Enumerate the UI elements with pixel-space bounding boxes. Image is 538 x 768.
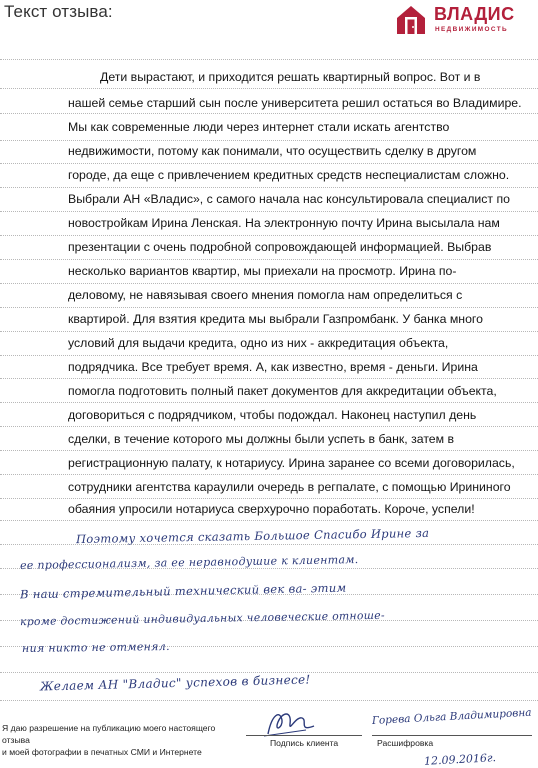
ruled-line: [0, 426, 538, 427]
typed-line: Дети вырастают, и приходится решать квартирный вопрос. Вот и в: [100, 70, 481, 84]
typed-line: сотрудники агентства караулили очередь в регпалате, с помощью Ирининого: [68, 480, 511, 494]
ruled-line: [0, 211, 538, 212]
ruled-line: [0, 498, 538, 499]
typed-line: городе, да еще с привлечением кредитных средств неспециалистам сложно.: [68, 168, 510, 182]
consent-line-1: Я даю разрешение на публикацию моего настоящего отзыва: [2, 723, 216, 745]
decoding-line: [372, 735, 532, 736]
signature-line: [246, 735, 362, 736]
typed-line: презентации с очень подробной сопровождающей информацией. Выбрав: [68, 240, 492, 254]
ruled-line: [0, 88, 538, 89]
ruled-line: [0, 140, 538, 141]
typed-line: регистрационную палату, к нотариусу. Ирина заранее со всеми договорилась,: [68, 456, 515, 470]
typed-line: сделки, в течение которого мы должны были успеть в банк, затем в: [68, 432, 455, 446]
handwritten-date: 12.09.2016г.: [423, 751, 497, 768]
ruled-line: [0, 378, 538, 379]
ruled-line: [0, 283, 538, 284]
typed-line: договориться с подрядчиком, чтобы подождал. Наконец наступил день: [68, 408, 477, 422]
ruled-line: [0, 163, 538, 164]
decoding-label: Расшифровка: [377, 738, 434, 748]
typed-line: деловому, не навязывая своего мнения помогла нам определиться с: [68, 288, 463, 302]
handwritten-line: ее профессионализм, за ее неравнодушие к клиентам.: [19, 553, 359, 572]
handwritten-line: Желаем АН "Владис" успехов в бизнесе!: [39, 672, 311, 694]
signature-label: Подпись клиента: [270, 738, 339, 748]
handwritten-line: В наш стремительный технический век ва- этим: [19, 580, 347, 602]
typed-line: помогла подготовить полный пакет документов для аккредитации объекта,: [68, 384, 497, 398]
ruled-line: [0, 402, 538, 403]
ruled-line: [0, 520, 538, 521]
typed-line: обаяния упросили нотариуса сверхурочно поработать. Короче, успели!: [68, 502, 475, 516]
form-title: Текст отзыва:: [4, 2, 113, 21]
handwritten-client-name: Горева Ольга Владимировна: [371, 706, 532, 727]
typed-line: нашей семье старший сын после университета решил остаться во Владимире.: [68, 96, 522, 110]
ruled-line: [0, 59, 538, 60]
publication-consent: [2, 722, 232, 758]
typed-line: подрядчика. Все требует время. А, как известно, время - деньги. Ирина: [68, 360, 478, 374]
ruled-line: [0, 307, 538, 308]
typed-line: новостройкам Ирина Ленская. На электронную почту Ирина высылала нам: [68, 216, 500, 230]
house-with-door-icon: [394, 3, 428, 37]
vladis-logo: [394, 3, 526, 37]
handwritten-line: кроме достижений индивидуальных человеческие отноше-: [19, 608, 385, 629]
handwritten-line: Поэтому хочется сказать Большое Спасибо Ирине за: [75, 525, 430, 547]
ruled-line: [0, 235, 538, 236]
typed-line: Мы как современные люди через интернет стали искать агентство: [68, 120, 450, 134]
logo-name: ВЛАДИС: [434, 4, 515, 24]
typed-line: несколько вариантов квартир, мы приехали на просмотр. Ирина по-: [68, 264, 457, 278]
ruled-line: [0, 113, 538, 114]
typed-line: квартирой. Для взятия кредита мы выбрали Газпромбанк. У банка много: [68, 312, 483, 326]
typed-line: Выбрали АН «Владис», с самого начала нас консультировала специалист по: [68, 192, 510, 206]
ruled-line: [0, 355, 538, 356]
consent-line-2: и моей фотографии в печатных СМИ и Интернете: [2, 747, 202, 757]
logo-subtitle: НЕДВИЖИМОСТЬ: [435, 26, 509, 33]
ruled-line: [0, 450, 538, 451]
handwritten-line: ния никто не отменял.: [21, 639, 170, 656]
ruled-line: [0, 474, 538, 475]
ruled-line: [0, 259, 538, 260]
ruled-line: [0, 700, 538, 701]
ruled-line: [0, 187, 538, 188]
typed-line: недвижимости, потому как понимали, что осуществить сделку в другом: [68, 144, 477, 158]
ruled-line: [0, 331, 538, 332]
typed-line: условий для выдачи кредита, одно из них - аккредитация объекта,: [68, 336, 449, 350]
